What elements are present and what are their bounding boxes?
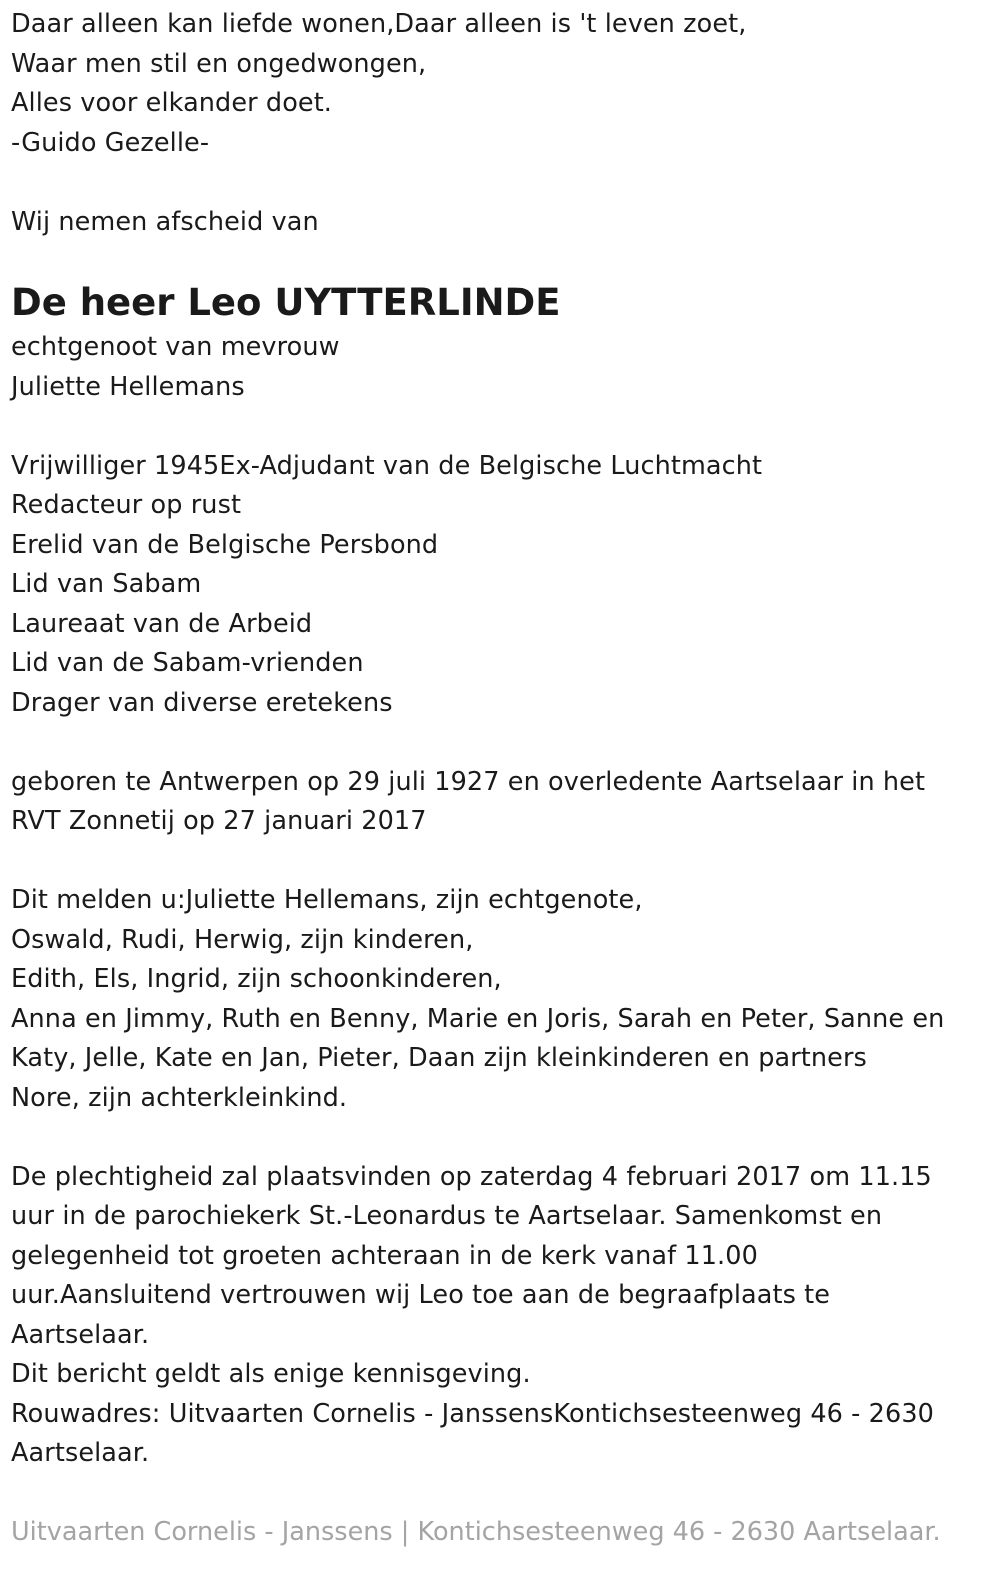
family-line: Dit melden u:Juliette Hellemans, zijn echtgenote,: [11, 885, 643, 915]
spacer: [11, 842, 986, 882]
spouse-line: echtgenoot van mevrouw: [11, 332, 340, 362]
title-line: Laureaat van de Arbeid: [11, 608, 313, 639]
title-line: Vrijwilliger 1945Ex-Adjudant van de Belgische Luchtmacht: [11, 450, 763, 481]
birth-death-line: RVT Zonnetij op 27 januari 2017: [11, 806, 427, 836]
poem-line: Alles voor elkander doet.: [11, 88, 333, 118]
ceremony-line: Rouwadres: Uitvaarten Cornelis - JanssensKontichsesteenweg 46 - 2630: [11, 1398, 934, 1429]
ceremony-line: Aartselaar.: [11, 1319, 150, 1350]
title-line: Redacteur op rust: [11, 490, 242, 520]
ceremony-line: Aartselaar.: [11, 1438, 150, 1468]
title-line: Erelid van de Belgische Persbond: [11, 529, 439, 560]
family-line: Anna en Jimmy, Ruth en Benny, Marie en Joris, Sarah en Peter, Sanne en: [11, 1003, 945, 1034]
spacer: [11, 242, 986, 280]
birth-death-line: geboren te Antwerpen op 29 juli 1927 en overledente Aartselaar in het: [11, 766, 926, 797]
family-line: Nore, zijn achterkleinkind.: [11, 1082, 348, 1113]
ceremony-line: De plechtigheid zal plaatsvinden op zaterdag 4 februari 2017 om 11.15: [11, 1161, 932, 1192]
spacer: [11, 1118, 986, 1158]
funeral-home-footer: Uitvaarten Cornelis - Janssens | Kontichsesteenweg 46 - 2630 Aartselaar.: [11, 1517, 941, 1547]
family-line: Katy, Jelle, Kate en Jan, Pieter, Daan zijn kleinkinderen en partners: [11, 1043, 867, 1073]
deceased-name: De heer Leo UYTTERLINDE: [11, 281, 561, 324]
ceremony-line: uur.Aansluitend vertrouwen wij Leo toe aan de begraafplaats te: [11, 1280, 831, 1310]
ceremony-line: uur in de parochiekerk St.-Leonardus te Aartselaar. Samenkomst en: [11, 1201, 883, 1231]
title-line: Drager van diverse eretekens: [11, 687, 393, 718]
ceremony-line: gelegenheid tot groeten achteraan in de kerk vanaf 11.00: [11, 1240, 758, 1271]
poem-line: Daar alleen kan liefde wonen,Daar alleen is 't leven zoet,: [11, 9, 747, 39]
spacer: [11, 407, 986, 447]
family-line: Oswald, Rudi, Herwig, zijn kinderen,: [11, 924, 474, 955]
spouse-line: Juliette Hellemans: [11, 371, 245, 402]
intro-text: Wij nemen afscheid van: [11, 206, 319, 237]
title-line: Lid van Sabam: [11, 569, 202, 599]
poem-line: Waar men stil en ongedwongen,: [11, 48, 427, 79]
spacer: [11, 163, 986, 203]
obituary-text: [11, 5, 986, 1474]
spacer: [11, 723, 986, 763]
title-line: Lid van de Sabam-vrienden: [11, 648, 364, 678]
ceremony-line: Dit bericht geldt als enige kennisgeving.: [11, 1359, 531, 1389]
family-line: Edith, Els, Ingrid, zijn schoonkinderen,: [11, 964, 502, 994]
poem-author: -Guido Gezelle-: [11, 127, 210, 158]
